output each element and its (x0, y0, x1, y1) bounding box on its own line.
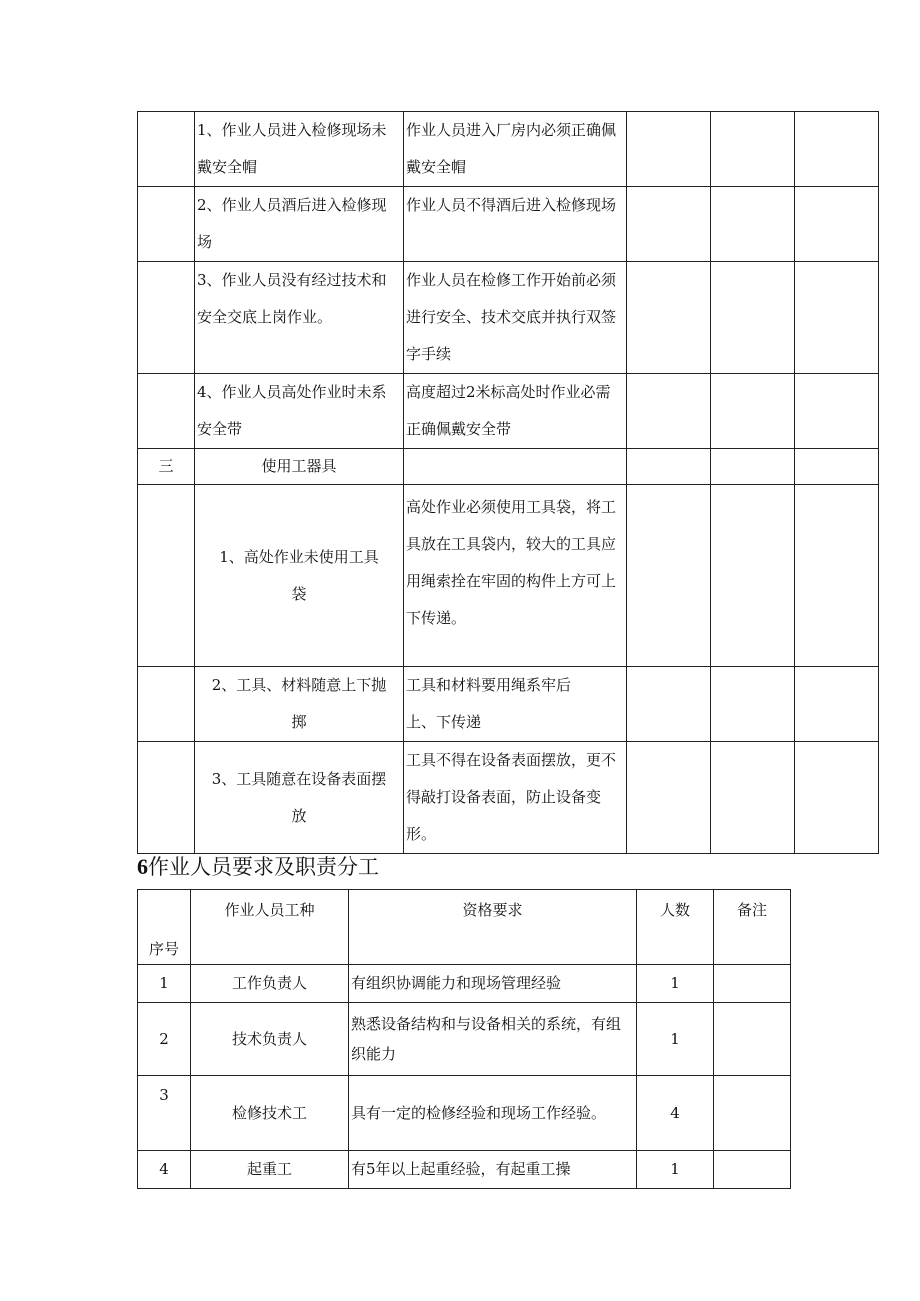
row-number (138, 187, 195, 262)
section-title: 使用工器具 (195, 449, 404, 485)
empty-cell (795, 742, 879, 854)
table-row (138, 485, 879, 667)
section-number: 三 (138, 449, 195, 485)
row-number (138, 374, 195, 449)
control-measure: 工具不得在设备表面摆放，更不得敲打设备表面，防止设备变形。 (404, 742, 627, 854)
staff-type: 起重工 (191, 1151, 349, 1189)
empty-cell (711, 742, 795, 854)
control-measure (404, 449, 627, 485)
table-row (138, 112, 879, 187)
header-qual: 资格要求 (349, 890, 637, 965)
section-title: 作业人员要求及职责分工 (148, 855, 379, 879)
staff-note (714, 965, 791, 1003)
empty-cell (711, 374, 795, 449)
staff-count: 1 (637, 1151, 714, 1189)
row-number (138, 112, 195, 187)
header-type: 作业人员工种 (191, 890, 349, 965)
empty-cell (795, 262, 879, 374)
header-no: 序号 (138, 890, 191, 965)
control-measure: 作业人员不得酒后进入检修现场 (404, 187, 627, 262)
empty-cell (627, 667, 711, 742)
table-row (138, 742, 879, 854)
table-row (138, 965, 791, 1003)
empty-cell (627, 374, 711, 449)
hazard-item: 4、作业人员高处作业时未系安全带 (195, 374, 404, 449)
control-measure: 高度超过2米标高处时作业必需正确佩戴安全带 (404, 374, 627, 449)
empty-cell (795, 112, 879, 187)
empty-cell (711, 485, 795, 667)
qualification: 有5年以上起重经验，有起重工操 (349, 1151, 637, 1189)
staff-count: 1 (637, 1003, 714, 1076)
hazard-item: 1、高处作业未使用工具 袋 (195, 485, 404, 667)
qualification: 熟悉设备结构和与设备相关的系统，有组织能力 (349, 1003, 637, 1076)
table-header-row (138, 890, 791, 965)
staff-note (714, 1003, 791, 1076)
row-number: 3 (138, 1076, 191, 1151)
table-row (138, 1003, 791, 1076)
hazard-item: 2、工具、材料随意上下抛 掷 (195, 667, 404, 742)
qualification: 有组织协调能力和现场管理经验 (349, 965, 637, 1003)
staff-type: 技术负责人 (191, 1003, 349, 1076)
table-row (138, 667, 879, 742)
staff-requirements-table (137, 889, 791, 1189)
row-number: 2 (138, 1003, 191, 1076)
table-row (138, 449, 879, 485)
hazard-item: 3、工具随意在设备表面摆 放 (195, 742, 404, 854)
table-row (138, 187, 879, 262)
control-measure: 工具和材料要用绳系牢后 上、下传递 (404, 667, 627, 742)
empty-cell (711, 187, 795, 262)
control-measure: 高处作业必须使用工具袋，将工具放在工具袋内，较大的工具应用绳索拴在牢固的构件上方可上下传递。 (404, 485, 627, 667)
empty-cell (795, 374, 879, 449)
row-number: 4 (138, 1151, 191, 1189)
row-number (138, 667, 195, 742)
staff-type: 检修技术工 (191, 1076, 349, 1151)
control-measure: 作业人员在检修工作开始前必须进行安全、技术交底并执行双签字手续 (404, 262, 627, 374)
empty-cell (627, 449, 711, 485)
hazard-control-table (137, 111, 879, 854)
table-row (138, 1076, 791, 1151)
control-measure: 作业人员进入厂房内必须正确佩戴安全帽 (404, 112, 627, 187)
empty-cell (627, 742, 711, 854)
empty-cell (627, 262, 711, 374)
staff-note (714, 1151, 791, 1189)
row-number (138, 485, 195, 667)
table-row (138, 374, 879, 449)
table-row (138, 1151, 791, 1189)
row-number (138, 262, 195, 374)
staff-count: 1 (637, 965, 714, 1003)
empty-cell (711, 667, 795, 742)
empty-cell (711, 449, 795, 485)
staff-count: 4 (637, 1076, 714, 1151)
header-count: 人数 (637, 890, 714, 965)
section-heading (137, 852, 379, 882)
hazard-item: 3、作业人员没有经过技术和安全交底上岗作业。 (195, 262, 404, 374)
header-note: 备注 (714, 890, 791, 965)
section-number: 6 (137, 854, 148, 879)
empty-cell (795, 667, 879, 742)
empty-cell (795, 449, 879, 485)
hazard-item: 1、作业人员进入检修现场未戴安全帽 (195, 112, 404, 187)
empty-cell (627, 112, 711, 187)
empty-cell (627, 187, 711, 262)
empty-cell (795, 187, 879, 262)
empty-cell (795, 485, 879, 667)
hazard-item: 2、作业人员酒后进入检修现场 (195, 187, 404, 262)
staff-note (714, 1076, 791, 1151)
row-number: 1 (138, 965, 191, 1003)
qualification: 具有一定的检修经验和现场工作经验。 (349, 1076, 637, 1151)
row-number (138, 742, 195, 854)
staff-type: 工作负责人 (191, 965, 349, 1003)
empty-cell (711, 112, 795, 187)
empty-cell (627, 485, 711, 667)
empty-cell (711, 262, 795, 374)
table-row (138, 262, 879, 374)
